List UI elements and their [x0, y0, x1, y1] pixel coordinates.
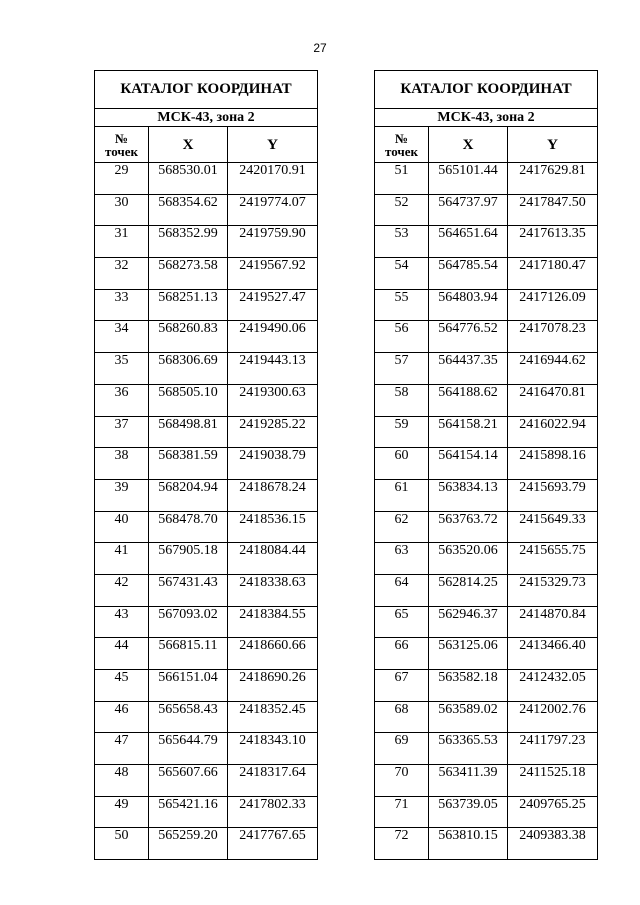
point-number-cell: 67 — [375, 670, 429, 702]
y-coordinate-cell: 2419759.90 — [228, 226, 318, 258]
point-number-cell: 56 — [375, 321, 429, 353]
x-coordinate-cell: 563582.18 — [429, 670, 508, 702]
y-coordinate-cell: 2418690.26 — [228, 670, 318, 702]
x-coordinate-cell: 563739.05 — [429, 796, 508, 828]
y-coordinate-cell: 2415693.79 — [508, 479, 598, 511]
y-coordinate-cell: 2418317.64 — [228, 765, 318, 797]
y-coordinate-cell: 2417180.47 — [508, 258, 598, 290]
x-coordinate-cell: 568306.69 — [149, 353, 228, 385]
page-number: 27 — [313, 41, 327, 55]
point-number-cell: 46 — [95, 701, 149, 733]
x-column-header: X — [429, 127, 508, 163]
point-number-cell: 33 — [95, 289, 149, 321]
point-number-header: № точек — [95, 127, 149, 163]
x-coordinate-cell: 564154.14 — [429, 448, 508, 480]
table-row — [95, 765, 318, 797]
table-row — [95, 194, 318, 226]
x-coordinate-cell: 568530.01 — [149, 163, 228, 195]
table-row — [95, 574, 318, 606]
y-coordinate-cell: 2417078.23 — [508, 321, 598, 353]
point-number-cell: 48 — [95, 765, 149, 797]
point-number-cell: 52 — [375, 194, 429, 226]
y-coordinate-cell: 2417802.33 — [228, 796, 318, 828]
x-coordinate-cell: 568498.81 — [149, 416, 228, 448]
x-coordinate-cell: 568505.10 — [149, 384, 228, 416]
y-coordinate-cell: 2417613.35 — [508, 226, 598, 258]
x-coordinate-cell: 565607.66 — [149, 765, 228, 797]
point-number-cell: 70 — [375, 765, 429, 797]
table-row — [95, 353, 318, 385]
table-row — [95, 638, 318, 670]
y-coordinate-cell: 2417767.65 — [228, 828, 318, 860]
x-coordinate-cell: 562946.37 — [429, 606, 508, 638]
table-row — [375, 321, 598, 353]
x-coordinate-cell: 564651.64 — [429, 226, 508, 258]
point-number-cell: 61 — [375, 479, 429, 511]
table-row — [95, 321, 318, 353]
y-coordinate-cell: 2413466.40 — [508, 638, 598, 670]
point-number-cell: 58 — [375, 384, 429, 416]
x-coordinate-cell: 568260.83 — [149, 321, 228, 353]
y-coordinate-cell: 2418660.66 — [228, 638, 318, 670]
point-number-cell: 65 — [375, 606, 429, 638]
x-coordinate-cell: 563125.06 — [429, 638, 508, 670]
y-coordinate-cell: 2418678.24 — [228, 479, 318, 511]
table-row — [95, 258, 318, 290]
point-number-cell: 45 — [95, 670, 149, 702]
point-number-cell: 60 — [375, 448, 429, 480]
x-coordinate-cell: 563834.13 — [429, 479, 508, 511]
x-coordinate-cell: 568354.62 — [149, 194, 228, 226]
x-column-header: X — [149, 127, 228, 163]
y-coordinate-cell: 2409383.38 — [508, 828, 598, 860]
y-coordinate-cell: 2412002.76 — [508, 701, 598, 733]
point-number-cell: 50 — [95, 828, 149, 860]
table-row — [95, 448, 318, 480]
table-row — [375, 701, 598, 733]
x-coordinate-cell: 566815.11 — [149, 638, 228, 670]
x-coordinate-cell: 564803.94 — [429, 289, 508, 321]
x-coordinate-cell: 564158.21 — [429, 416, 508, 448]
table-row — [375, 796, 598, 828]
y-coordinate-cell: 2415898.16 — [508, 448, 598, 480]
table-row — [95, 828, 318, 860]
x-coordinate-cell: 564785.54 — [429, 258, 508, 290]
table-row — [375, 384, 598, 416]
x-coordinate-cell: 568352.99 — [149, 226, 228, 258]
table-row — [95, 163, 318, 195]
point-number-cell: 59 — [375, 416, 429, 448]
x-coordinate-cell: 566151.04 — [149, 670, 228, 702]
x-coordinate-cell: 563365.53 — [429, 733, 508, 765]
table-row — [375, 765, 598, 797]
x-coordinate-cell: 563520.06 — [429, 543, 508, 575]
y-coordinate-cell: 2419443.13 — [228, 353, 318, 385]
y-column-header: Y — [228, 127, 318, 163]
table-row — [375, 258, 598, 290]
point-number-cell: 30 — [95, 194, 149, 226]
table-row — [95, 670, 318, 702]
point-number-cell: 32 — [95, 258, 149, 290]
table-row — [375, 606, 598, 638]
x-coordinate-cell: 565259.20 — [149, 828, 228, 860]
table-row — [95, 416, 318, 448]
table-row — [95, 384, 318, 416]
x-coordinate-cell: 562814.25 — [429, 574, 508, 606]
y-coordinate-cell: 2419774.07 — [228, 194, 318, 226]
point-number-cell: 49 — [95, 796, 149, 828]
y-coordinate-cell: 2414870.84 — [508, 606, 598, 638]
table-row — [95, 511, 318, 543]
y-coordinate-cell: 2418338.63 — [228, 574, 318, 606]
x-coordinate-cell: 567905.18 — [149, 543, 228, 575]
point-number-cell: 43 — [95, 606, 149, 638]
x-coordinate-cell: 564776.52 — [429, 321, 508, 353]
point-number-cell: 54 — [375, 258, 429, 290]
point-number-cell: 69 — [375, 733, 429, 765]
point-number-cell: 40 — [95, 511, 149, 543]
table-row — [375, 574, 598, 606]
x-coordinate-cell: 565644.79 — [149, 733, 228, 765]
x-coordinate-cell: 567093.02 — [149, 606, 228, 638]
x-coordinate-cell: 563589.02 — [429, 701, 508, 733]
table-row — [95, 606, 318, 638]
point-number-cell: 34 — [95, 321, 149, 353]
catalog-subtitle: МСК-43, зона 2 — [375, 109, 598, 127]
table-row — [375, 828, 598, 860]
table-row — [375, 163, 598, 195]
point-number-cell: 37 — [95, 416, 149, 448]
x-coordinate-cell: 563810.15 — [429, 828, 508, 860]
table-row — [375, 289, 598, 321]
y-coordinate-cell: 2420170.91 — [228, 163, 318, 195]
y-coordinate-cell: 2409765.25 — [508, 796, 598, 828]
point-number-cell: 31 — [95, 226, 149, 258]
table-row — [375, 733, 598, 765]
catalog-title: КАТАЛОГ КООРДИНАТ — [95, 71, 318, 109]
y-coordinate-cell: 2417126.09 — [508, 289, 598, 321]
y-coordinate-cell: 2411797.23 — [508, 733, 598, 765]
catalog-subtitle: МСК-43, зона 2 — [95, 109, 318, 127]
x-coordinate-cell: 563763.72 — [429, 511, 508, 543]
x-coordinate-cell: 568251.13 — [149, 289, 228, 321]
table-row — [375, 448, 598, 480]
point-number-cell: 62 — [375, 511, 429, 543]
point-number-cell: 29 — [95, 163, 149, 195]
y-coordinate-cell: 2415329.73 — [508, 574, 598, 606]
y-coordinate-cell: 2416022.94 — [508, 416, 598, 448]
table-row — [95, 479, 318, 511]
point-number-cell: 44 — [95, 638, 149, 670]
coordinate-catalog-left — [94, 70, 318, 860]
table-row — [375, 670, 598, 702]
y-coordinate-cell: 2417629.81 — [508, 163, 598, 195]
y-coordinate-cell: 2415655.75 — [508, 543, 598, 575]
catalog-title: КАТАЛОГ КООРДИНАТ — [375, 71, 598, 109]
y-coordinate-cell: 2419527.47 — [228, 289, 318, 321]
point-number-cell: 57 — [375, 353, 429, 385]
point-number-cell: 71 — [375, 796, 429, 828]
point-number-cell: 38 — [95, 448, 149, 480]
y-coordinate-cell: 2415649.33 — [508, 511, 598, 543]
x-coordinate-cell: 565421.16 — [149, 796, 228, 828]
y-coordinate-cell: 2418352.45 — [228, 701, 318, 733]
point-number-cell: 63 — [375, 543, 429, 575]
y-column-header: Y — [508, 127, 598, 163]
point-number-cell: 55 — [375, 289, 429, 321]
x-coordinate-cell: 563411.39 — [429, 765, 508, 797]
point-number-cell: 36 — [95, 384, 149, 416]
table-row — [95, 289, 318, 321]
table-row — [95, 543, 318, 575]
table-row — [375, 543, 598, 575]
point-number-cell: 53 — [375, 226, 429, 258]
x-coordinate-cell: 564188.62 — [429, 384, 508, 416]
table-row — [375, 353, 598, 385]
table-row — [375, 416, 598, 448]
y-coordinate-cell: 2412432.05 — [508, 670, 598, 702]
point-number-cell: 42 — [95, 574, 149, 606]
y-coordinate-cell: 2416470.81 — [508, 384, 598, 416]
y-coordinate-cell: 2418343.10 — [228, 733, 318, 765]
y-coordinate-cell: 2411525.18 — [508, 765, 598, 797]
point-number-cell: 35 — [95, 353, 149, 385]
x-coordinate-cell: 568478.70 — [149, 511, 228, 543]
table-row — [375, 638, 598, 670]
table-row — [95, 226, 318, 258]
x-coordinate-cell: 567431.43 — [149, 574, 228, 606]
y-coordinate-cell: 2419300.63 — [228, 384, 318, 416]
point-number-cell: 51 — [375, 163, 429, 195]
y-coordinate-cell: 2419490.06 — [228, 321, 318, 353]
coordinate-catalog-right — [374, 70, 598, 860]
x-coordinate-cell: 568273.58 — [149, 258, 228, 290]
y-coordinate-cell: 2416944.62 — [508, 353, 598, 385]
x-coordinate-cell: 568381.59 — [149, 448, 228, 480]
x-coordinate-cell: 568204.94 — [149, 479, 228, 511]
table-row — [375, 511, 598, 543]
x-coordinate-cell: 565101.44 — [429, 163, 508, 195]
point-number-header: № точек — [375, 127, 429, 163]
table-row — [95, 733, 318, 765]
table-row — [375, 479, 598, 511]
x-coordinate-cell: 564737.97 — [429, 194, 508, 226]
point-number-cell: 64 — [375, 574, 429, 606]
table-row — [375, 226, 598, 258]
table-row — [375, 194, 598, 226]
y-coordinate-cell: 2418384.55 — [228, 606, 318, 638]
y-coordinate-cell: 2419038.79 — [228, 448, 318, 480]
y-coordinate-cell: 2417847.50 — [508, 194, 598, 226]
point-number-cell: 66 — [375, 638, 429, 670]
point-number-cell: 41 — [95, 543, 149, 575]
y-coordinate-cell: 2419567.92 — [228, 258, 318, 290]
x-coordinate-cell: 565658.43 — [149, 701, 228, 733]
point-number-cell: 47 — [95, 733, 149, 765]
point-number-cell: 68 — [375, 701, 429, 733]
y-coordinate-cell: 2418084.44 — [228, 543, 318, 575]
x-coordinate-cell: 564437.35 — [429, 353, 508, 385]
point-number-cell: 39 — [95, 479, 149, 511]
table-row — [95, 701, 318, 733]
point-number-cell: 72 — [375, 828, 429, 860]
y-coordinate-cell: 2418536.15 — [228, 511, 318, 543]
table-row — [95, 796, 318, 828]
y-coordinate-cell: 2419285.22 — [228, 416, 318, 448]
